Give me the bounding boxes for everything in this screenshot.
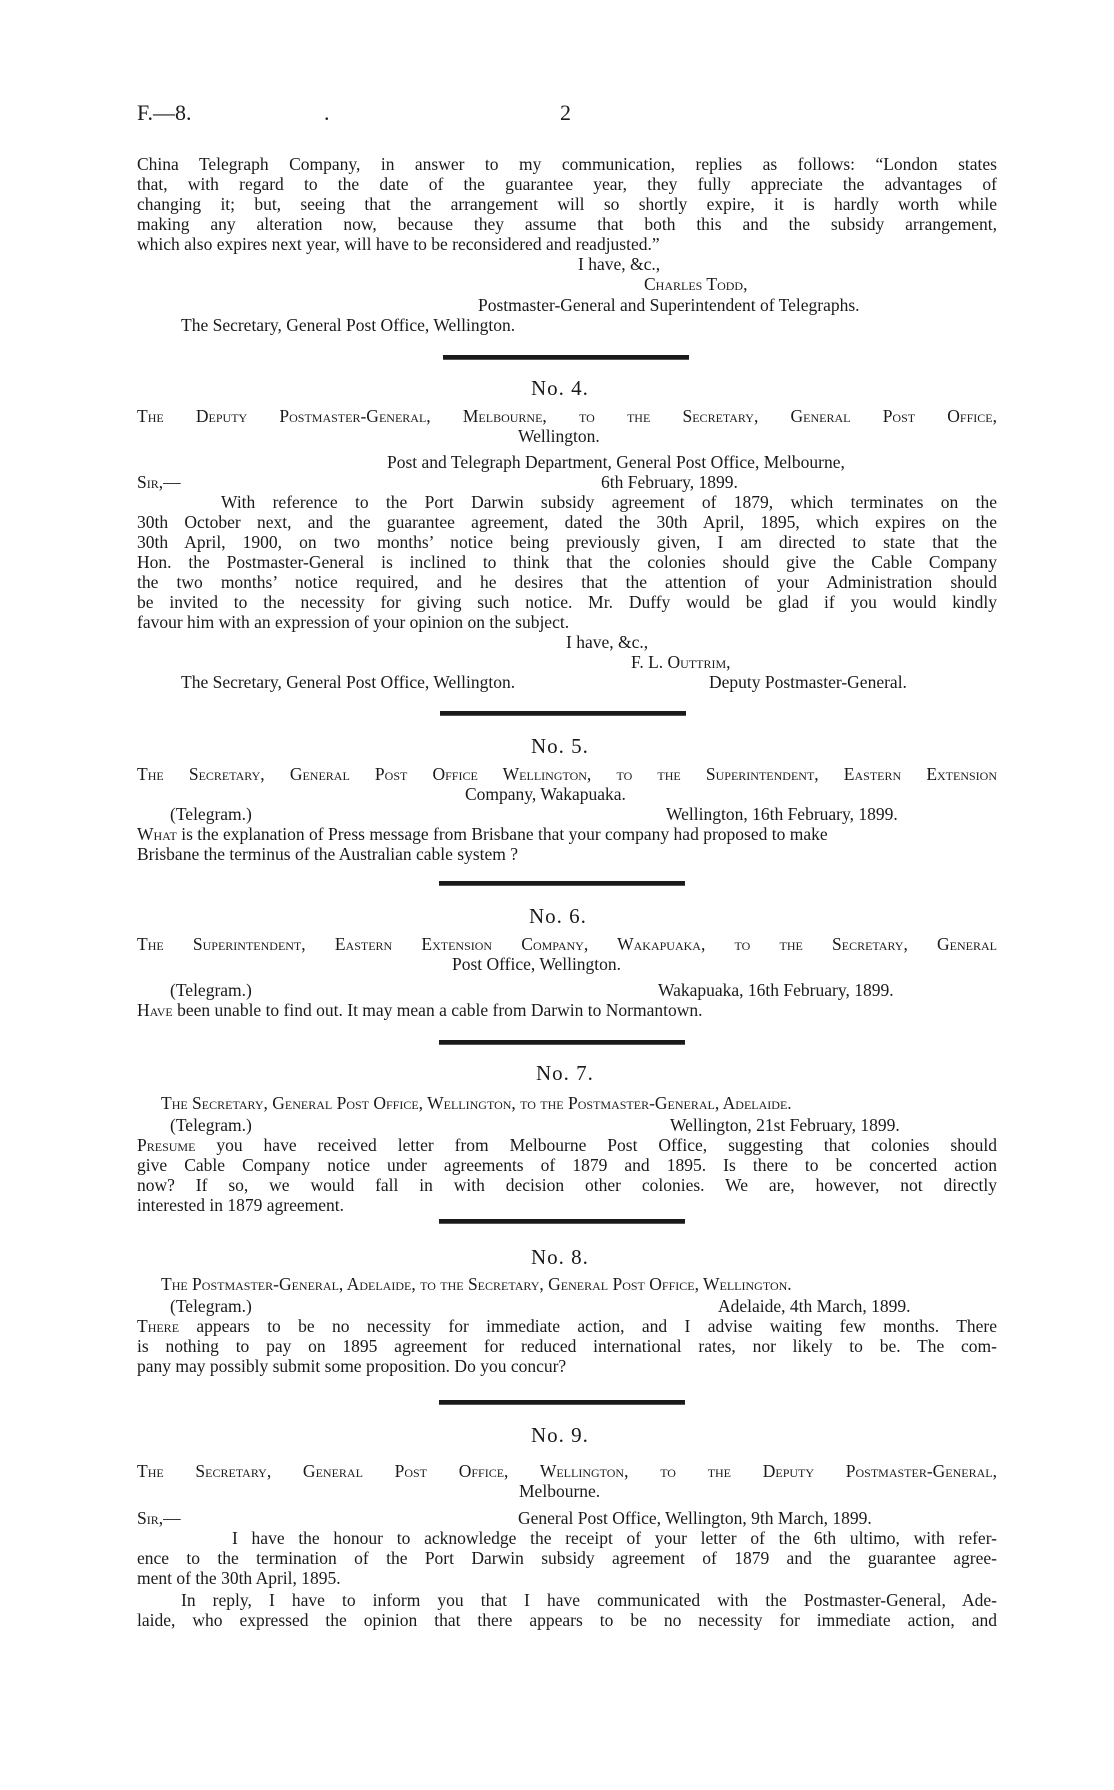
paragraph-line: Hon. the Postmaster-General is inclined to think that the colonies should give the Cable Company — [137, 552, 997, 572]
paragraph-line: I have the honour to acknowledge the receipt of your letter of the 6th ultimo, with refer- — [232, 1528, 997, 1548]
paragraph-line: that, with regard to the date of the guarantee year, they fully appreciate the advantages of — [137, 174, 997, 194]
letter-number: No. 9. — [531, 1423, 589, 1447]
section-divider — [443, 355, 689, 360]
paragraph-line: Brisbane the terminus of the Australian cable system ? — [137, 844, 519, 864]
letter-title: The Deputy Postmaster-General, Melbourne, to the Secretary, General Post Office, — [137, 406, 997, 426]
paper-code: F.—8. — [137, 100, 192, 125]
closing: I have, &c., — [578, 254, 661, 274]
signature: Charles Todd, — [644, 274, 748, 294]
message-type: (Telegram.) — [170, 980, 252, 1000]
dateline: General Post Office, Wellington, 9th March, 1899. — [518, 1508, 872, 1528]
signer-title: Postmaster-General and Superintendent of Telegraphs. — [478, 295, 860, 315]
addressee: The Secretary, General Post Office, Wellington. — [181, 672, 516, 692]
dateline: Wakapuaka, 16th February, 1899. — [658, 980, 894, 1000]
paragraph-line: laide, who expressed the opinion that there appears to be no necessity for immediate action, and — [137, 1610, 997, 1630]
signer-title: Deputy Postmaster-General. — [709, 672, 907, 692]
letter-number: No. 8. — [531, 1245, 589, 1269]
lead-word: There — [137, 1316, 180, 1336]
signature: F. L. Outtrim, — [631, 652, 731, 672]
page-number: 2 — [560, 100, 571, 125]
paragraph-line: which also expires next year, will have to be reconsidered and readjusted.” — [137, 234, 660, 254]
paragraph-line — [137, 1000, 702, 1020]
paragraph-line: pany may possibly submit some proposition. Do you concur? — [137, 1356, 567, 1376]
letter-title-cont: Post Office, Wellington. — [452, 954, 622, 974]
lead-word: Have — [137, 1000, 173, 1020]
paragraph-line — [137, 1316, 997, 1336]
paragraph-line: In reply, I have to inform you that I have communicated with the Postmaster-General, Ade- — [181, 1590, 997, 1610]
paragraph-line — [137, 824, 828, 844]
letter-title: The Secretary, General Post Office, Wellington, to the Deputy Postmaster-General, — [137, 1461, 997, 1481]
paragraph-line: now? If so, we would fall in with decision other colonies. We are, however, not directly — [137, 1175, 997, 1195]
paragraph-line: changing it; but, seeing that the arrangement will so shortly expire, it is hardly worth while — [137, 194, 997, 214]
section-divider — [439, 881, 685, 886]
section-divider — [439, 1040, 685, 1045]
letter-date: 6th February, 1899. — [601, 472, 738, 492]
paragraph-line: the two months’ notice required, and he desires that the attention of your Administration should — [137, 572, 997, 592]
header-dot: . — [324, 100, 330, 125]
letter-number: No. 7. — [536, 1061, 594, 1085]
paragraph-line: 30th April, 1900, on two months’ notice being previously given, I am directed to state that the — [137, 532, 997, 552]
letter-number: No. 5. — [531, 734, 589, 758]
paragraph-line: be invited to the necessity for giving such notice. Mr. Duffy would be glad if you would kindly — [137, 592, 997, 612]
paragraph-line: With reference to the Port Darwin subsidy agreement of 1879, which terminates on the — [221, 492, 997, 512]
line-text: appears to be no necessity for immediate action, and I advise waiting few months. There — [179, 1316, 997, 1336]
paragraph-line: is nothing to pay on 1895 agreement for reduced international rates, nor likely to be. The com- — [137, 1336, 997, 1356]
addressee: The Secretary, General Post Office, Wellington. — [181, 315, 516, 335]
section-divider — [439, 1400, 685, 1405]
paragraph-line: ence to the termination of the Port Darwin subsidy agreement of 1879 and the guarantee agree- — [137, 1548, 997, 1568]
message-type: (Telegram.) — [170, 1296, 252, 1316]
paragraph-line: 30th October next, and the guarantee agreement, dated the 30th April, 1895, which expires on the — [137, 512, 997, 532]
salutation: Sir,— — [137, 472, 181, 492]
letter-title: The Secretary, General Post Office Wellington, to the Superintendent, Eastern Extension — [137, 764, 997, 784]
paragraph-line: interested in 1879 agreement. — [137, 1195, 345, 1215]
salutation: Sir,— — [137, 1508, 181, 1528]
paragraph-line: favour him with an expression of your opinion on the subject. — [137, 612, 570, 632]
dateline: Wellington, 16th February, 1899. — [666, 804, 898, 824]
paragraph-line: ment of the 30th April, 1895. — [137, 1568, 341, 1588]
lead-word: Presume — [137, 1135, 196, 1155]
letter-number: No. 4. — [531, 376, 589, 400]
letter-title: The Superintendent, Eastern Extension Company, Wakapuaka, to the Secretary, General — [137, 934, 997, 954]
section-divider — [439, 1219, 685, 1224]
letter-title: The Secretary, General Post Office, Wellington, to the Postmaster-General, Adelaide. — [161, 1093, 792, 1113]
letter-place: Post and Telegraph Department, General Post Office, Melbourne, — [387, 452, 845, 472]
paragraph-line: making any alteration now, because they assume that both this and the subsidy arrangement, — [137, 214, 997, 234]
line-text: been unable to find out. It may mean a cable from Darwin to Normantown. — [172, 1000, 703, 1020]
paragraph-line — [137, 1135, 997, 1155]
paragraph-line: give Cable Company notice under agreements of 1879 and 1895. Is there to be concerted action — [137, 1155, 997, 1175]
letter-title-cont: Melbourne. — [519, 1481, 601, 1501]
message-type: (Telegram.) — [170, 1115, 252, 1135]
letter-number: No. 6. — [529, 904, 587, 928]
letter-title: The Postmaster-General, Adelaide, to the Secretary, General Post Office, Wellington. — [161, 1274, 792, 1294]
dateline: Wellington, 21st February, 1899. — [670, 1115, 900, 1135]
message-type: (Telegram.) — [170, 804, 252, 824]
dateline: Adelaide, 4th March, 1899. — [718, 1296, 911, 1316]
line-text: you have received letter from Melbourne Post Office, suggesting that colonies should — [195, 1135, 997, 1155]
paragraph-line: China Telegraph Company, in answer to my communication, replies as follows: “London states — [137, 154, 997, 174]
closing: I have, &c., — [566, 632, 649, 652]
lead-word: What — [137, 824, 177, 844]
letter-title-cont: Wellington. — [518, 426, 600, 446]
section-divider — [440, 711, 686, 716]
line-text: is the explanation of Press message from Brisbane that your company had proposed to make — [176, 824, 828, 844]
letter-title-cont: Company, Wakapuaka. — [465, 784, 626, 804]
